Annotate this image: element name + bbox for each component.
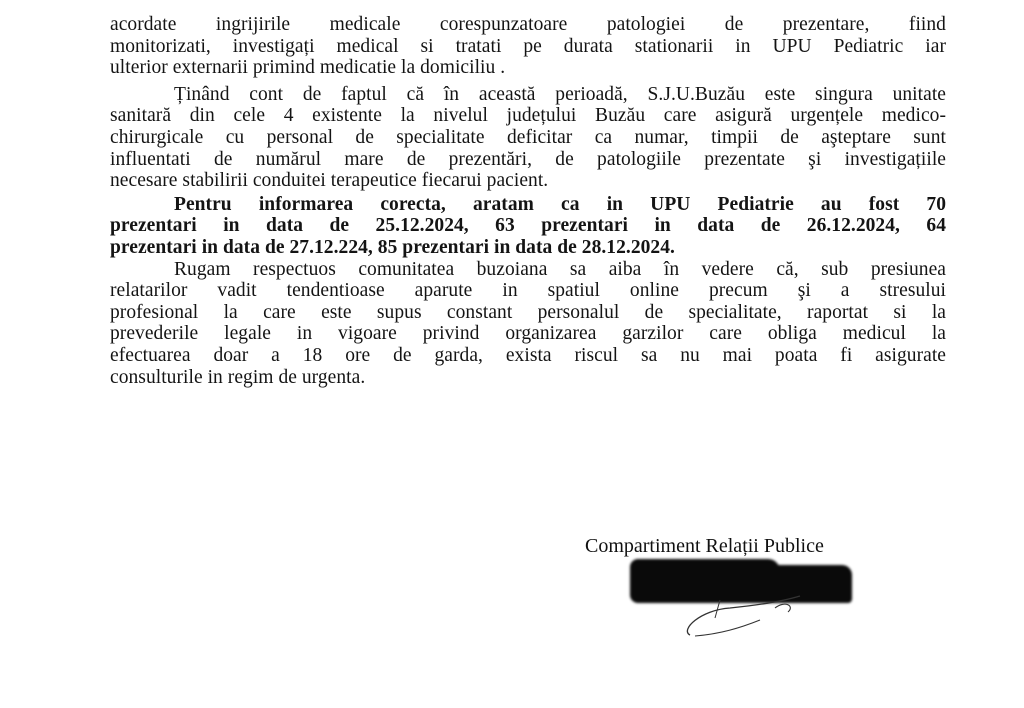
- document-page: [110, 14, 946, 388]
- text-line: monitorizati, investigați medical si tratati pe durata stationarii in UPU Pediatric iar: [110, 35, 946, 57]
- text-line: Pentru informarea corecta, aratam ca in UPU Pediatrie au fost 70: [174, 193, 946, 215]
- signature-block: [585, 534, 905, 558]
- text-line: efectuarea doar a 18 ore de garda, exista riscul sa nu mai poata fi asigurate: [110, 344, 946, 366]
- signature-icon: [660, 590, 860, 640]
- paragraph-appeal: [110, 259, 946, 389]
- text-line: influentati de numărul mare de prezentări, de patologiile prezentate şi investigațiile: [110, 148, 946, 170]
- text-line: Ținând cont de faptul că în această perioadă, S.J.U.Buzău este singura unitate: [174, 83, 946, 105]
- paragraph-care-continuation: [110, 14, 946, 79]
- paragraph-statistics: [110, 194, 946, 259]
- text-line: acordate ingrijirile medicale corespunzatoare patologiei de prezentare, fiind: [110, 14, 946, 35]
- text-line: relatarilor vadit tendentioase aparute in spatiul online precum şi a stresului: [110, 280, 946, 302]
- paragraph-context: [110, 84, 946, 192]
- text-line: consulturile in regim de urgenta.: [110, 366, 366, 388]
- text-line: ulterior externarii primind medicatie la domiciliu .: [110, 57, 506, 79]
- text-line: sanitară din cele 4 existente la nivelul județului Buzău care asigură urgențele medico-: [110, 105, 946, 127]
- text-line: prezentari in data de 25.12.2024, 63 prezentari in data de 26.12.2024, 64: [110, 215, 946, 237]
- text-line: necesare stabilirii conduitei terapeutice fiecarui pacient.: [110, 170, 549, 192]
- text-line: Rugam respectuos comunitatea buzoiana sa aiba în vedere că, sub presiunea: [174, 258, 946, 280]
- text-line: prevederile legale in vigoare privind organizarea garzilor care obliga medicul la: [110, 323, 946, 345]
- text-line: profesional la care este supus constant personalul de specialitate, raportat si la: [110, 301, 946, 323]
- text-line: prezentari in data de 27.12.224, 85 prezentari in data de 28.12.2024.: [110, 236, 675, 258]
- text-line: chirurgicale cu personal de specialitate deficitar ca numar, timpii de aşteptare sunt: [110, 126, 946, 148]
- department-name: Compartiment Relații Publice: [585, 535, 824, 557]
